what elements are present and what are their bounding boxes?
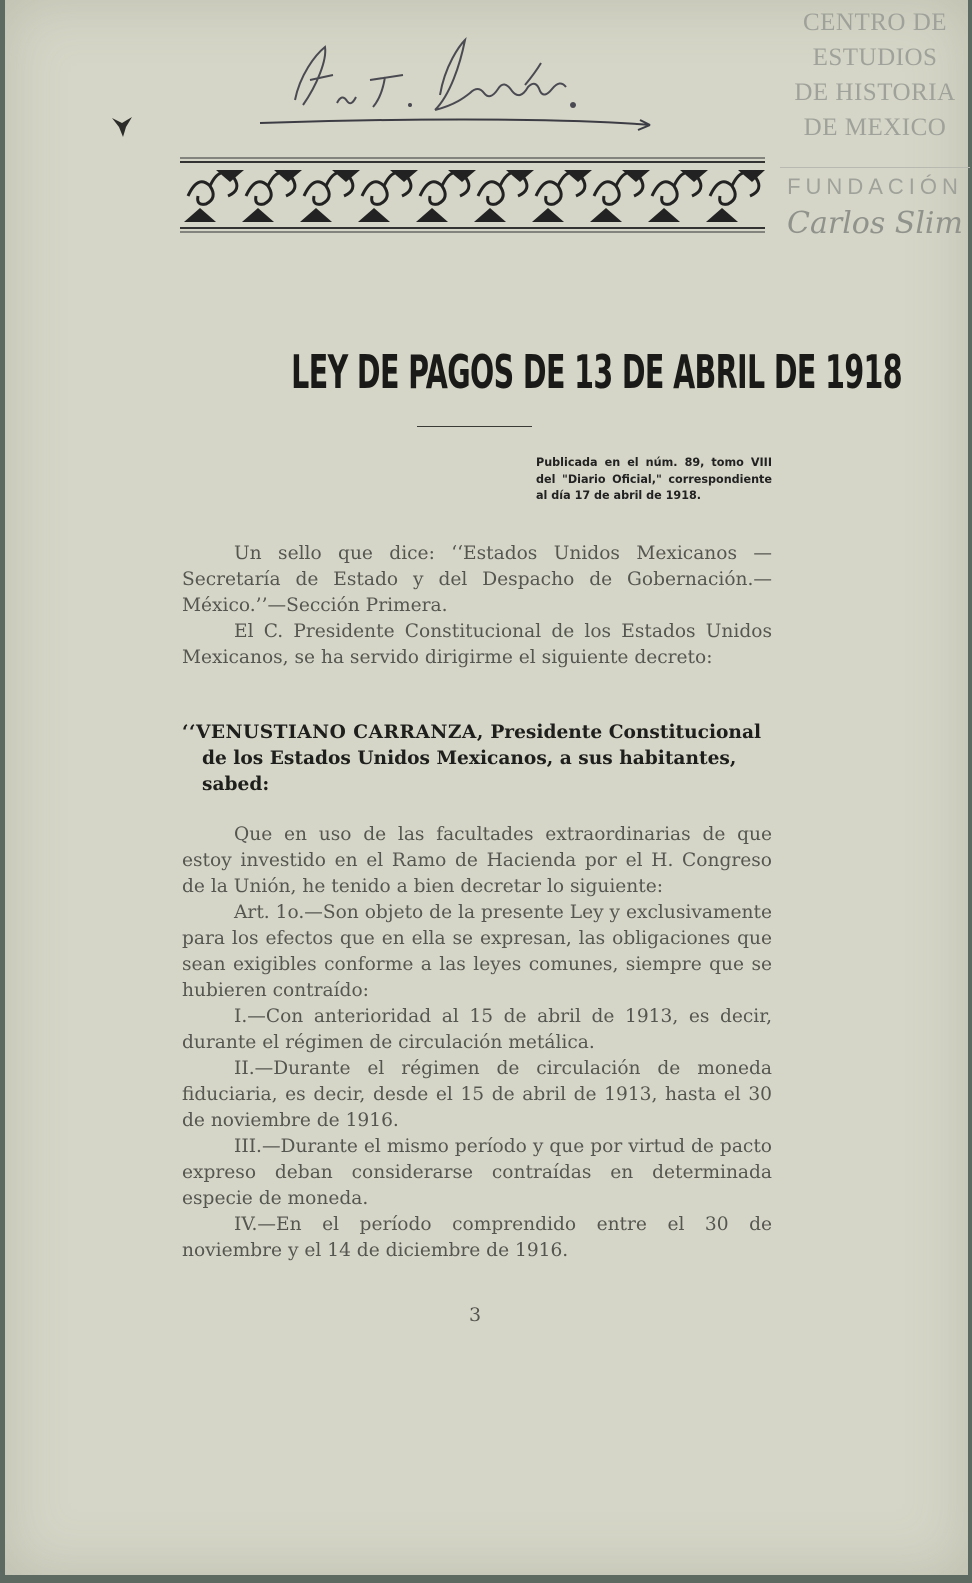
page-number: 3 — [468, 1304, 482, 1326]
paragraph: IV.—En el período comprendido entre el 30 de noviembre y el 14 de diciembre de 1916. — [182, 1214, 772, 1261]
watermark — [780, 5, 970, 241]
watermark-line: CENTRO DE — [802, 9, 948, 36]
intro-text — [182, 541, 772, 671]
paragraph: El C. Presidente Constitucional de los Estados Unidos Mexicanos, se ha servido dirigirme el siguiente decreto: — [182, 621, 772, 668]
document-page — [5, 0, 968, 1575]
publication-note: Publicada en el núm. 89, tomo VIII del "Diario Oficial," correspondiente al día 17 de abril de 1918. — [536, 456, 772, 502]
decorative-ornament-band — [180, 156, 765, 236]
decree-text: Presidente Constitucional de los Estados Unidos Mexicanos, a sus habitantes, sabed: — [202, 722, 762, 795]
title-divider — [417, 426, 532, 427]
decree-body — [182, 822, 772, 1264]
watermark-line: DE HISTORIA — [794, 79, 956, 106]
watermark-line: ESTUDIOS — [812, 44, 938, 71]
watermark-line: DE MEXICO — [803, 114, 947, 141]
paragraph: I.—Con anterioridad al 15 de abril de 1913, es decir, durante el régimen de circulación metálica. — [182, 1006, 772, 1053]
document-title: LEY DE PAGOS DE 13 DE ABRIL DE 1918 — [291, 345, 902, 399]
asterisk-mark-icon — [109, 113, 135, 139]
paragraph: II.—Durante el régimen de circulación de moneda fiduciaria, es decir, desde el 15 de abril de 1913, hasta el 30 de noviembre de 1916. — [182, 1058, 772, 1131]
handwritten-signature — [255, 25, 665, 145]
paragraph: Que en uso de las facultades extraordinarias de que estoy investido en el Ramo de Hacienda por el H. Congreso de la Unión, he tenido a bien decretar lo siguiente: — [182, 824, 772, 897]
watermark-foundation: FUNDACIÓN — [780, 167, 970, 200]
decree-heading — [182, 720, 772, 798]
watermark-signature: Carlos Slim — [787, 206, 963, 241]
paragraph: III.—Durante el mismo período y que por virtud de pacto expreso deban considerarse contraídas en determinada especie de moneda. — [182, 1136, 772, 1209]
decree-name: ‘‘VENUSTIANO CARRANZA, — [182, 722, 484, 743]
paragraph: Art. 1o.—Son objeto de la presente Ley y exclusivamente para los efectos que en ella se expresan, las obligaciones que sean exigibles conforme a las leyes comunes, siempre que se hubieren contraído: — [182, 902, 772, 1001]
paragraph: Un sello que dice: ‘‘Estados Unidos Mexicanos —Secretaría de Estado y del Despacho de Gobernación.—México.’’—Sección Primera. — [182, 543, 772, 616]
